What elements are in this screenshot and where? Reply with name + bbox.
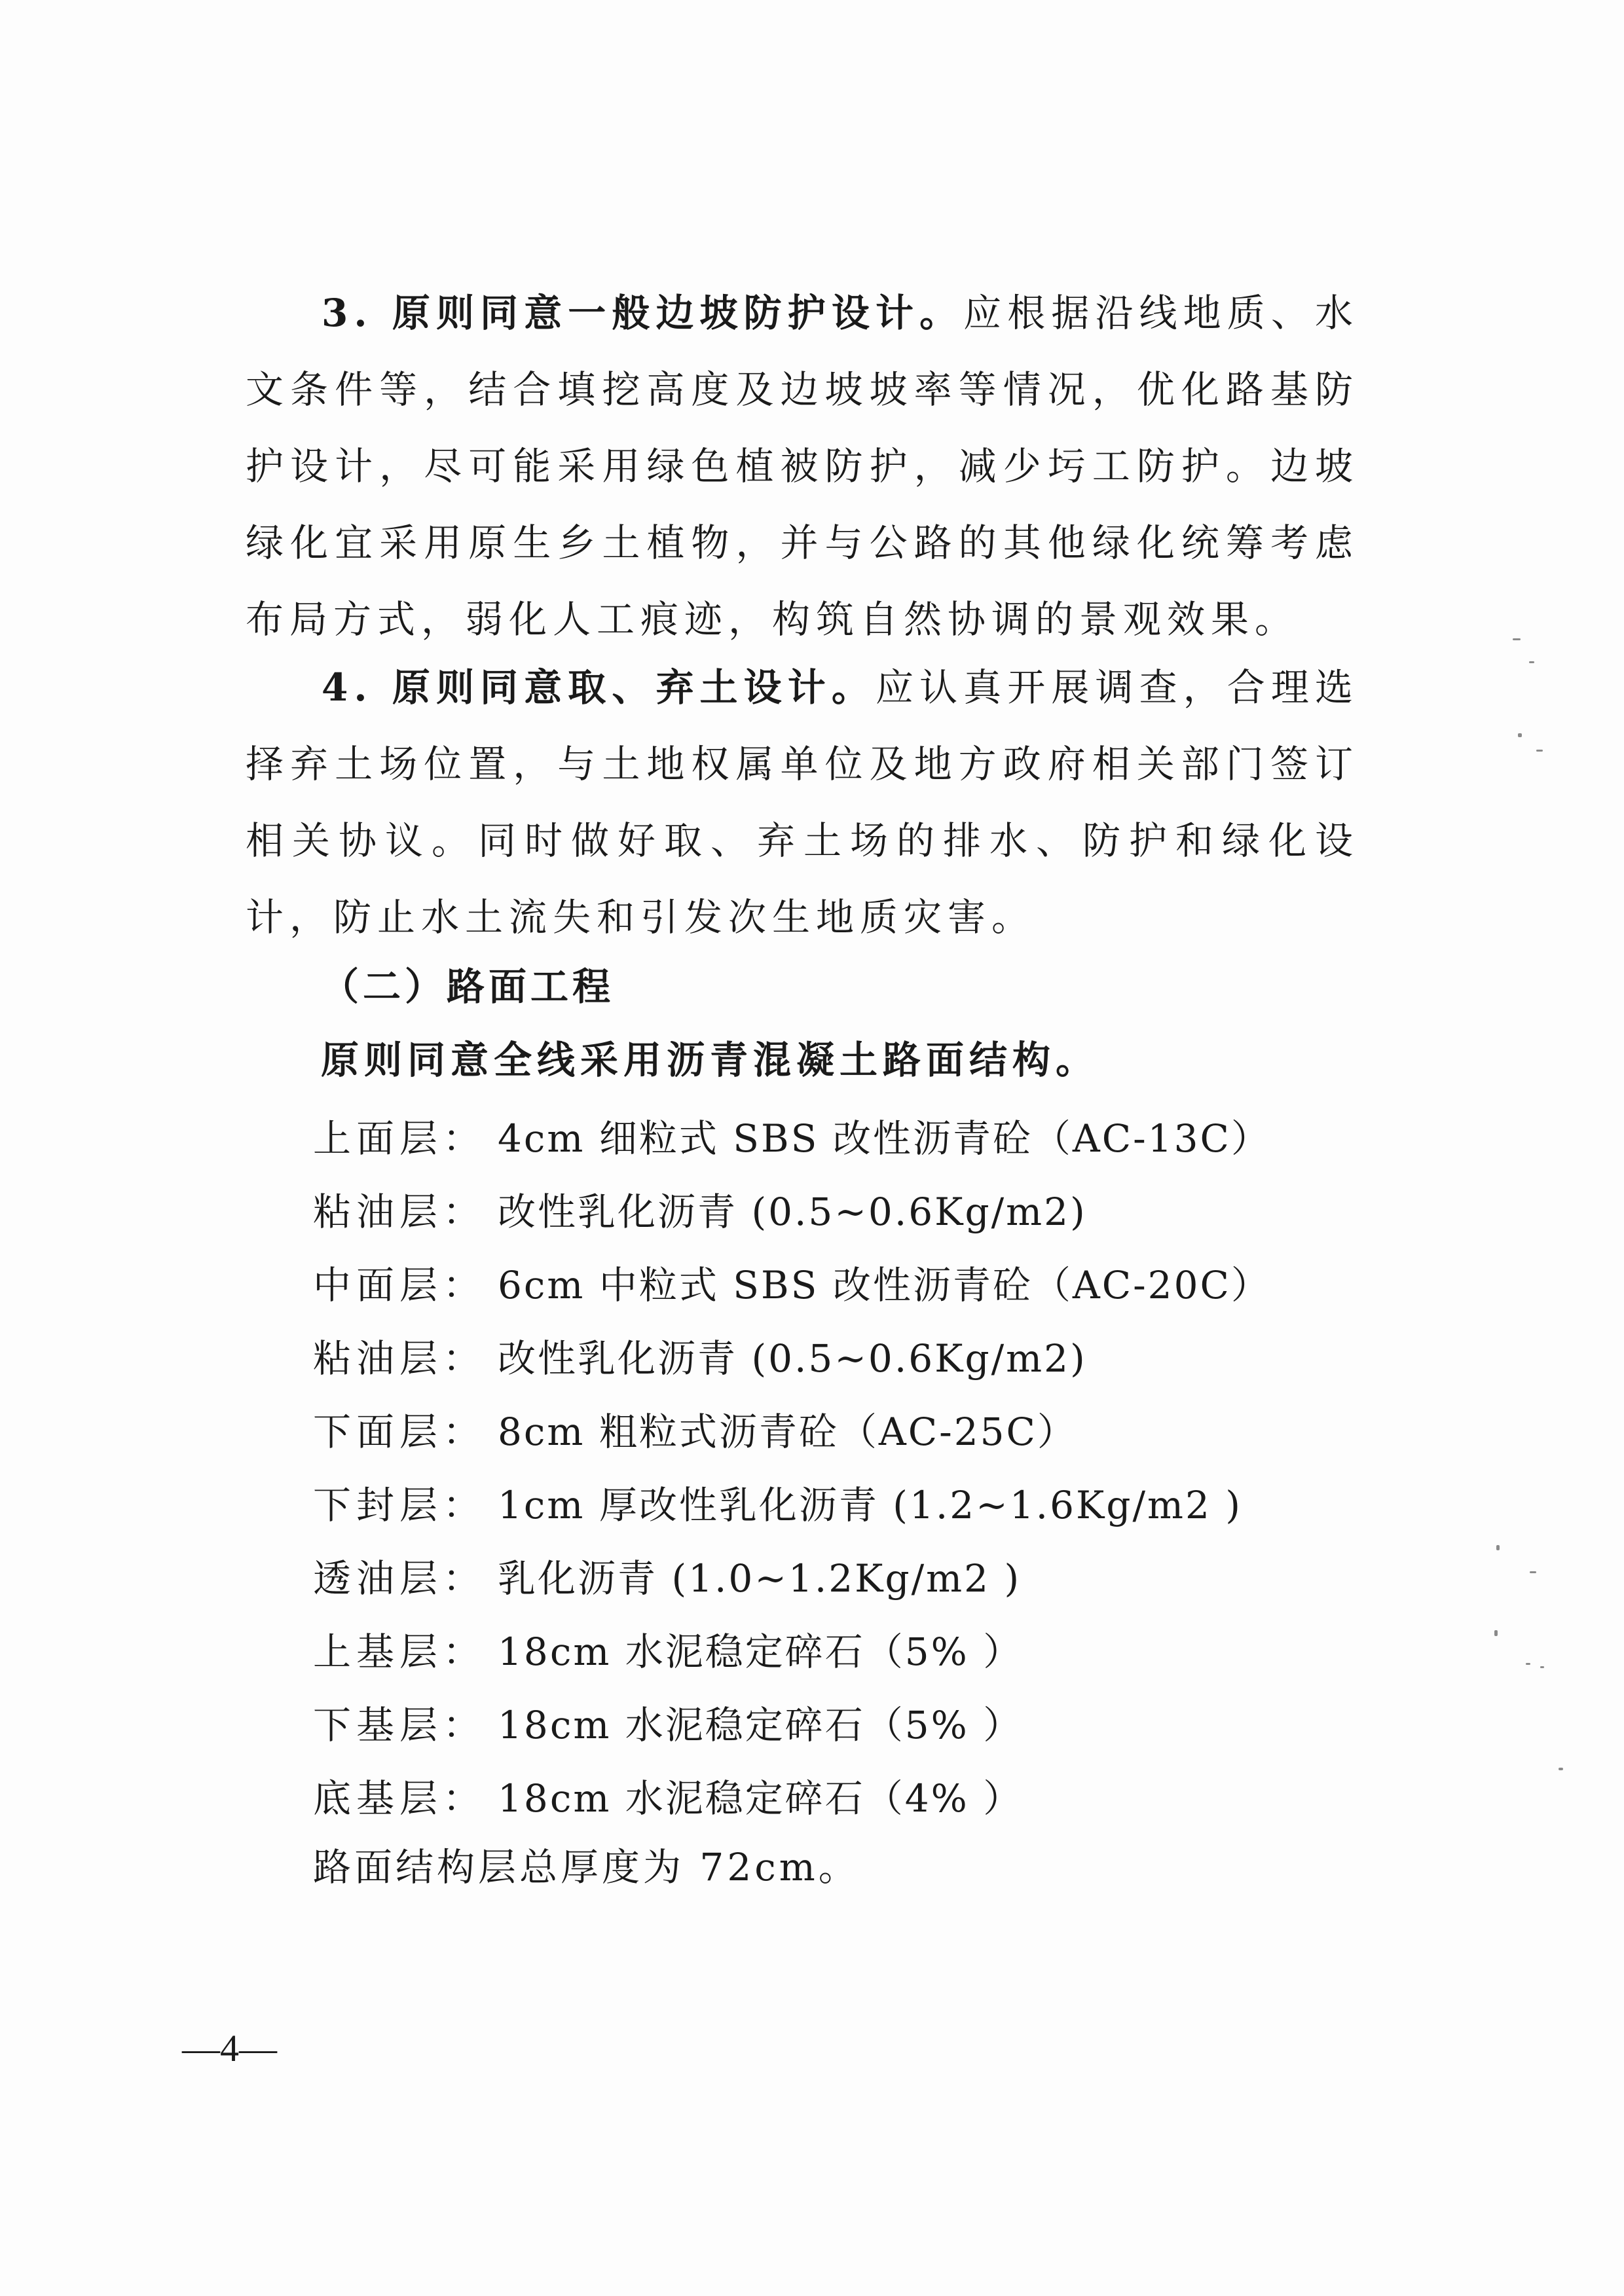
scan-speck: [1526, 1663, 1530, 1665]
layer-label: 透油层: [313, 1556, 443, 1601]
layer-row: [313, 1542, 1271, 1615]
layer-value: 改性乳化沥青 (0.5~0.6Kg/m2): [498, 1190, 1087, 1234]
layer-value: 4cm 细粒式 SBS 改性沥青砼（AC-13C）: [498, 1116, 1271, 1161]
layer-colon: ：: [443, 1776, 481, 1821]
layer-row: [313, 1102, 1271, 1175]
layer-row: [313, 1688, 1271, 1762]
scan-speck: [1540, 1666, 1544, 1668]
scan-speck: [1530, 1571, 1536, 1573]
layer-row: [313, 1248, 1271, 1322]
layer-row: [313, 1615, 1271, 1688]
layer-value: 18cm 水泥稳定碎石（5% ）: [498, 1630, 1024, 1674]
layer-value: 乳化沥青 (1.0~1.2Kg/m2 ): [498, 1556, 1022, 1601]
layer-label: 下封层: [313, 1483, 443, 1527]
layer-value: 18cm 水泥稳定碎石（5% ）: [498, 1703, 1024, 1747]
layer-value: 18cm 水泥稳定碎石（4% ）: [498, 1776, 1024, 1821]
layer-row: [313, 1395, 1271, 1468]
scan-speck: [1496, 1545, 1500, 1550]
paragraph-body: 应认真开展调查，合理选择弃土场位置，与土地权属单位及地方政府相关部门签订相关协议。同时做好取、弃土场的排水、防护和绿化设计，防止水土流失和引发次生地质灾害。: [246, 665, 1359, 939]
layer-colon: ：: [443, 1336, 481, 1381]
layer-colon: ：: [443, 1263, 481, 1307]
layer-colon: ：: [443, 1703, 481, 1747]
scan-speck: [1513, 638, 1521, 640]
layer-value: 1cm 厚改性乳化沥青 (1.2~1.6Kg/m2 ): [498, 1483, 1242, 1527]
layer-label: 上基层: [313, 1630, 443, 1674]
section-heading: （二）路面工程: [321, 964, 615, 1009]
layer-colon: ：: [443, 1116, 481, 1161]
layer-colon: ：: [443, 1630, 481, 1674]
layer-value: 8cm 粗粒式沥青砼（AC-25C）: [498, 1410, 1077, 1454]
layer-colon: ：: [443, 1556, 481, 1601]
layer-colon: ：: [443, 1410, 481, 1454]
layer-row: [313, 1762, 1271, 1835]
scan-speck: [1494, 1630, 1498, 1636]
layer-value: 6cm 中粒式 SBS 改性沥青砼（AC-20C）: [498, 1263, 1271, 1307]
layer-value: 改性乳化沥青 (0.5~0.6Kg/m2): [498, 1336, 1087, 1381]
layer-label: 上面层: [313, 1116, 443, 1161]
layer-row: [313, 1468, 1271, 1542]
layer-row: [313, 1175, 1271, 1248]
paragraph-lead: 4. 原则同意取、弃土设计。: [322, 665, 876, 710]
layer-colon: ：: [443, 1483, 481, 1527]
layer-label: 下面层: [313, 1410, 443, 1454]
page-number: —4—: [182, 2027, 277, 2069]
scan-speck: [1518, 733, 1522, 737]
layer-label: 底基层: [313, 1776, 443, 1821]
total-thickness-line: 路面结构层总厚度为 72cm。: [313, 1845, 860, 1889]
scan-speck: [1536, 750, 1543, 752]
scan-speck: [1529, 661, 1534, 663]
paragraph-borrow-spoil: [246, 649, 1359, 956]
layer-label: 粘油层: [313, 1336, 443, 1381]
layer-colon: ：: [443, 1190, 481, 1234]
pavement-structure-intro: 原则同意全线采用沥青混凝土路面结构。: [321, 1038, 1099, 1082]
layer-label: 中面层: [313, 1263, 443, 1307]
pavement-layer-list: [313, 1102, 1271, 1835]
paragraph-body: 应根据沿线地质、水文条件等，结合填挖高度及边坡坡率等情况，优化路基防护设计，尽可能采用绿色植被防护，减少圬工防护。边坡绿化宜采用原生乡土植物，并与公路的其他绿化统筹考虑布局方式，弱化人工痕迹，构筑自然协调的景观效果。: [246, 291, 1359, 642]
scan-speck: [1559, 1768, 1563, 1770]
layer-label: 粘油层: [313, 1190, 443, 1234]
layer-row: [313, 1322, 1271, 1395]
paragraph-slope-protection: [246, 275, 1359, 658]
layer-label: 下基层: [313, 1703, 443, 1747]
paragraph-lead: 3. 原则同意一般边坡防护设计。: [322, 291, 964, 335]
